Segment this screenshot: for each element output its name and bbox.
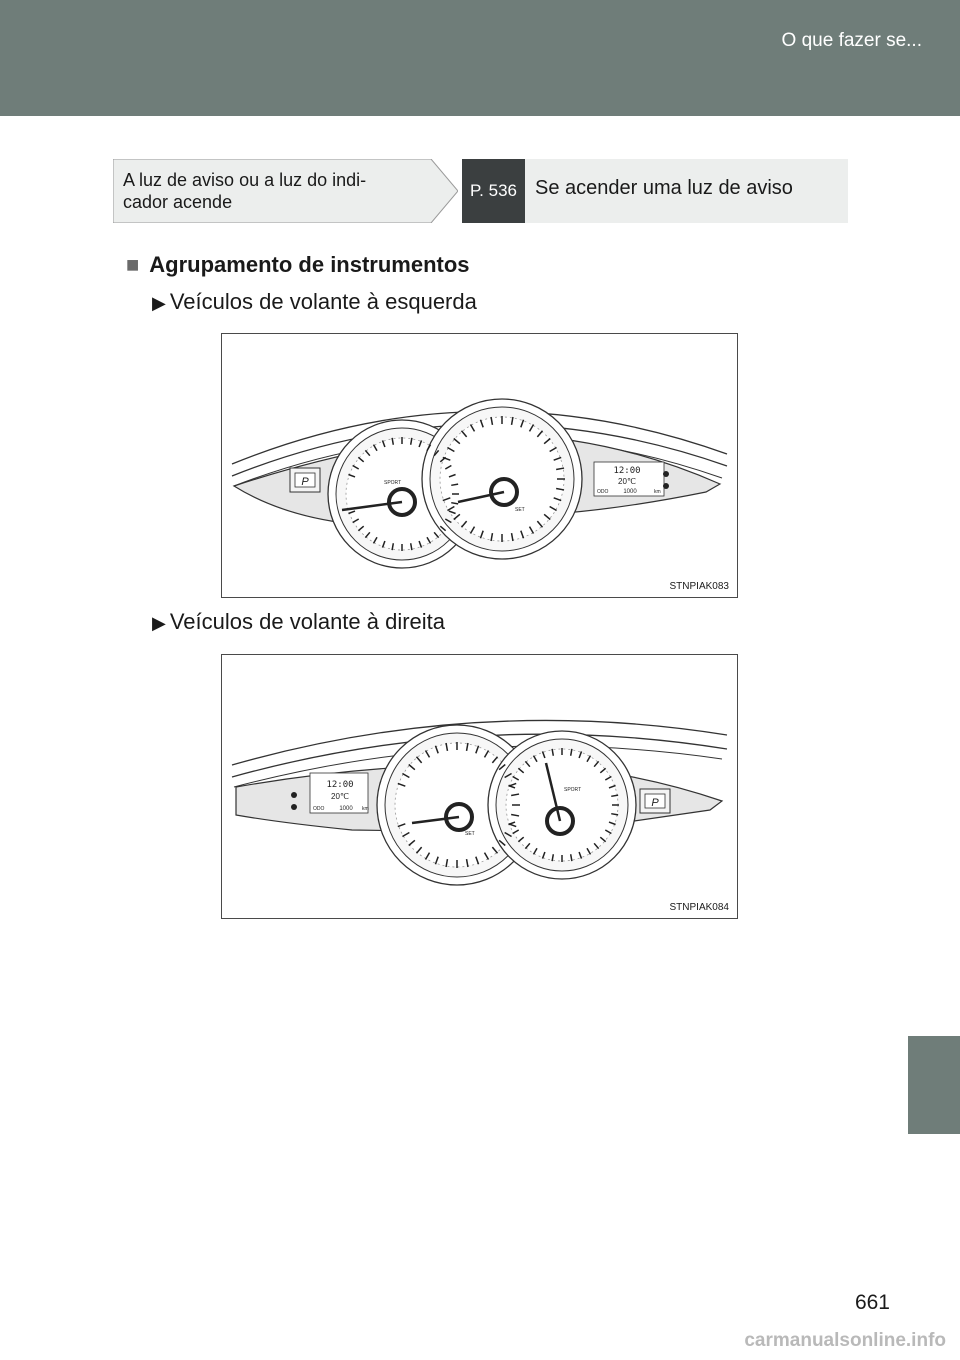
odo-label: ODO (597, 489, 609, 495)
section-heading (126, 252, 470, 278)
variant-heading-right (152, 609, 445, 635)
header-band (0, 0, 960, 116)
variant-heading-left (152, 289, 477, 315)
figure-cluster-rhd (221, 654, 738, 919)
page-number: 661 (854, 1291, 890, 1314)
figure-cluster-lhd (221, 333, 738, 598)
variant-label-left: Veículos de volante à esquerda (169, 289, 477, 314)
odo-value: 1000 (623, 489, 637, 495)
odo-label: ODO (313, 806, 325, 812)
reference-box (113, 159, 848, 223)
square-bullet-icon: ■ (126, 252, 140, 277)
reference-page-link[interactable]: P. 536 (462, 159, 525, 223)
odo-unit: km (362, 806, 369, 812)
odo-unit: km (654, 489, 661, 495)
odo-value: 1000 (339, 806, 353, 812)
reference-condition: A luz de aviso ou a luz do indi- cador acende (123, 170, 367, 212)
figure-code: STNPIAK083 (669, 581, 729, 592)
chapter-title: O que fazer se... (781, 30, 922, 51)
triangle-bullet-icon: ▶ (152, 293, 166, 313)
triangle-bullet-icon: ▶ (152, 613, 166, 633)
clock-display: 12:00 (613, 466, 641, 476)
watermark: carmanualsonline.info (744, 1330, 946, 1351)
variant-label-right: Veículos de volante à direita (169, 609, 446, 634)
set-label: SET (515, 507, 525, 513)
temp-display: 20℃ (618, 477, 636, 486)
instrument-cluster-illustration-lhd (222, 334, 737, 597)
p-indicator: P (301, 476, 309, 488)
figure-code: STNPIAK084 (669, 902, 729, 913)
p-indicator: P (651, 797, 659, 809)
instrument-cluster-illustration-rhd (222, 655, 737, 918)
temp-display: 20℃ (331, 792, 349, 801)
sport-label: SPORT (384, 480, 402, 486)
reference-action: Se acender uma luz de aviso (535, 177, 793, 199)
section-heading-text: Agrupamento de instrumentos (149, 252, 470, 277)
chapter-side-tab (908, 1036, 960, 1134)
sport-label: SPORT (564, 787, 582, 793)
clock-display: 12:00 (326, 780, 354, 790)
reference-action-panel (525, 159, 848, 223)
set-label: SET (465, 831, 475, 837)
